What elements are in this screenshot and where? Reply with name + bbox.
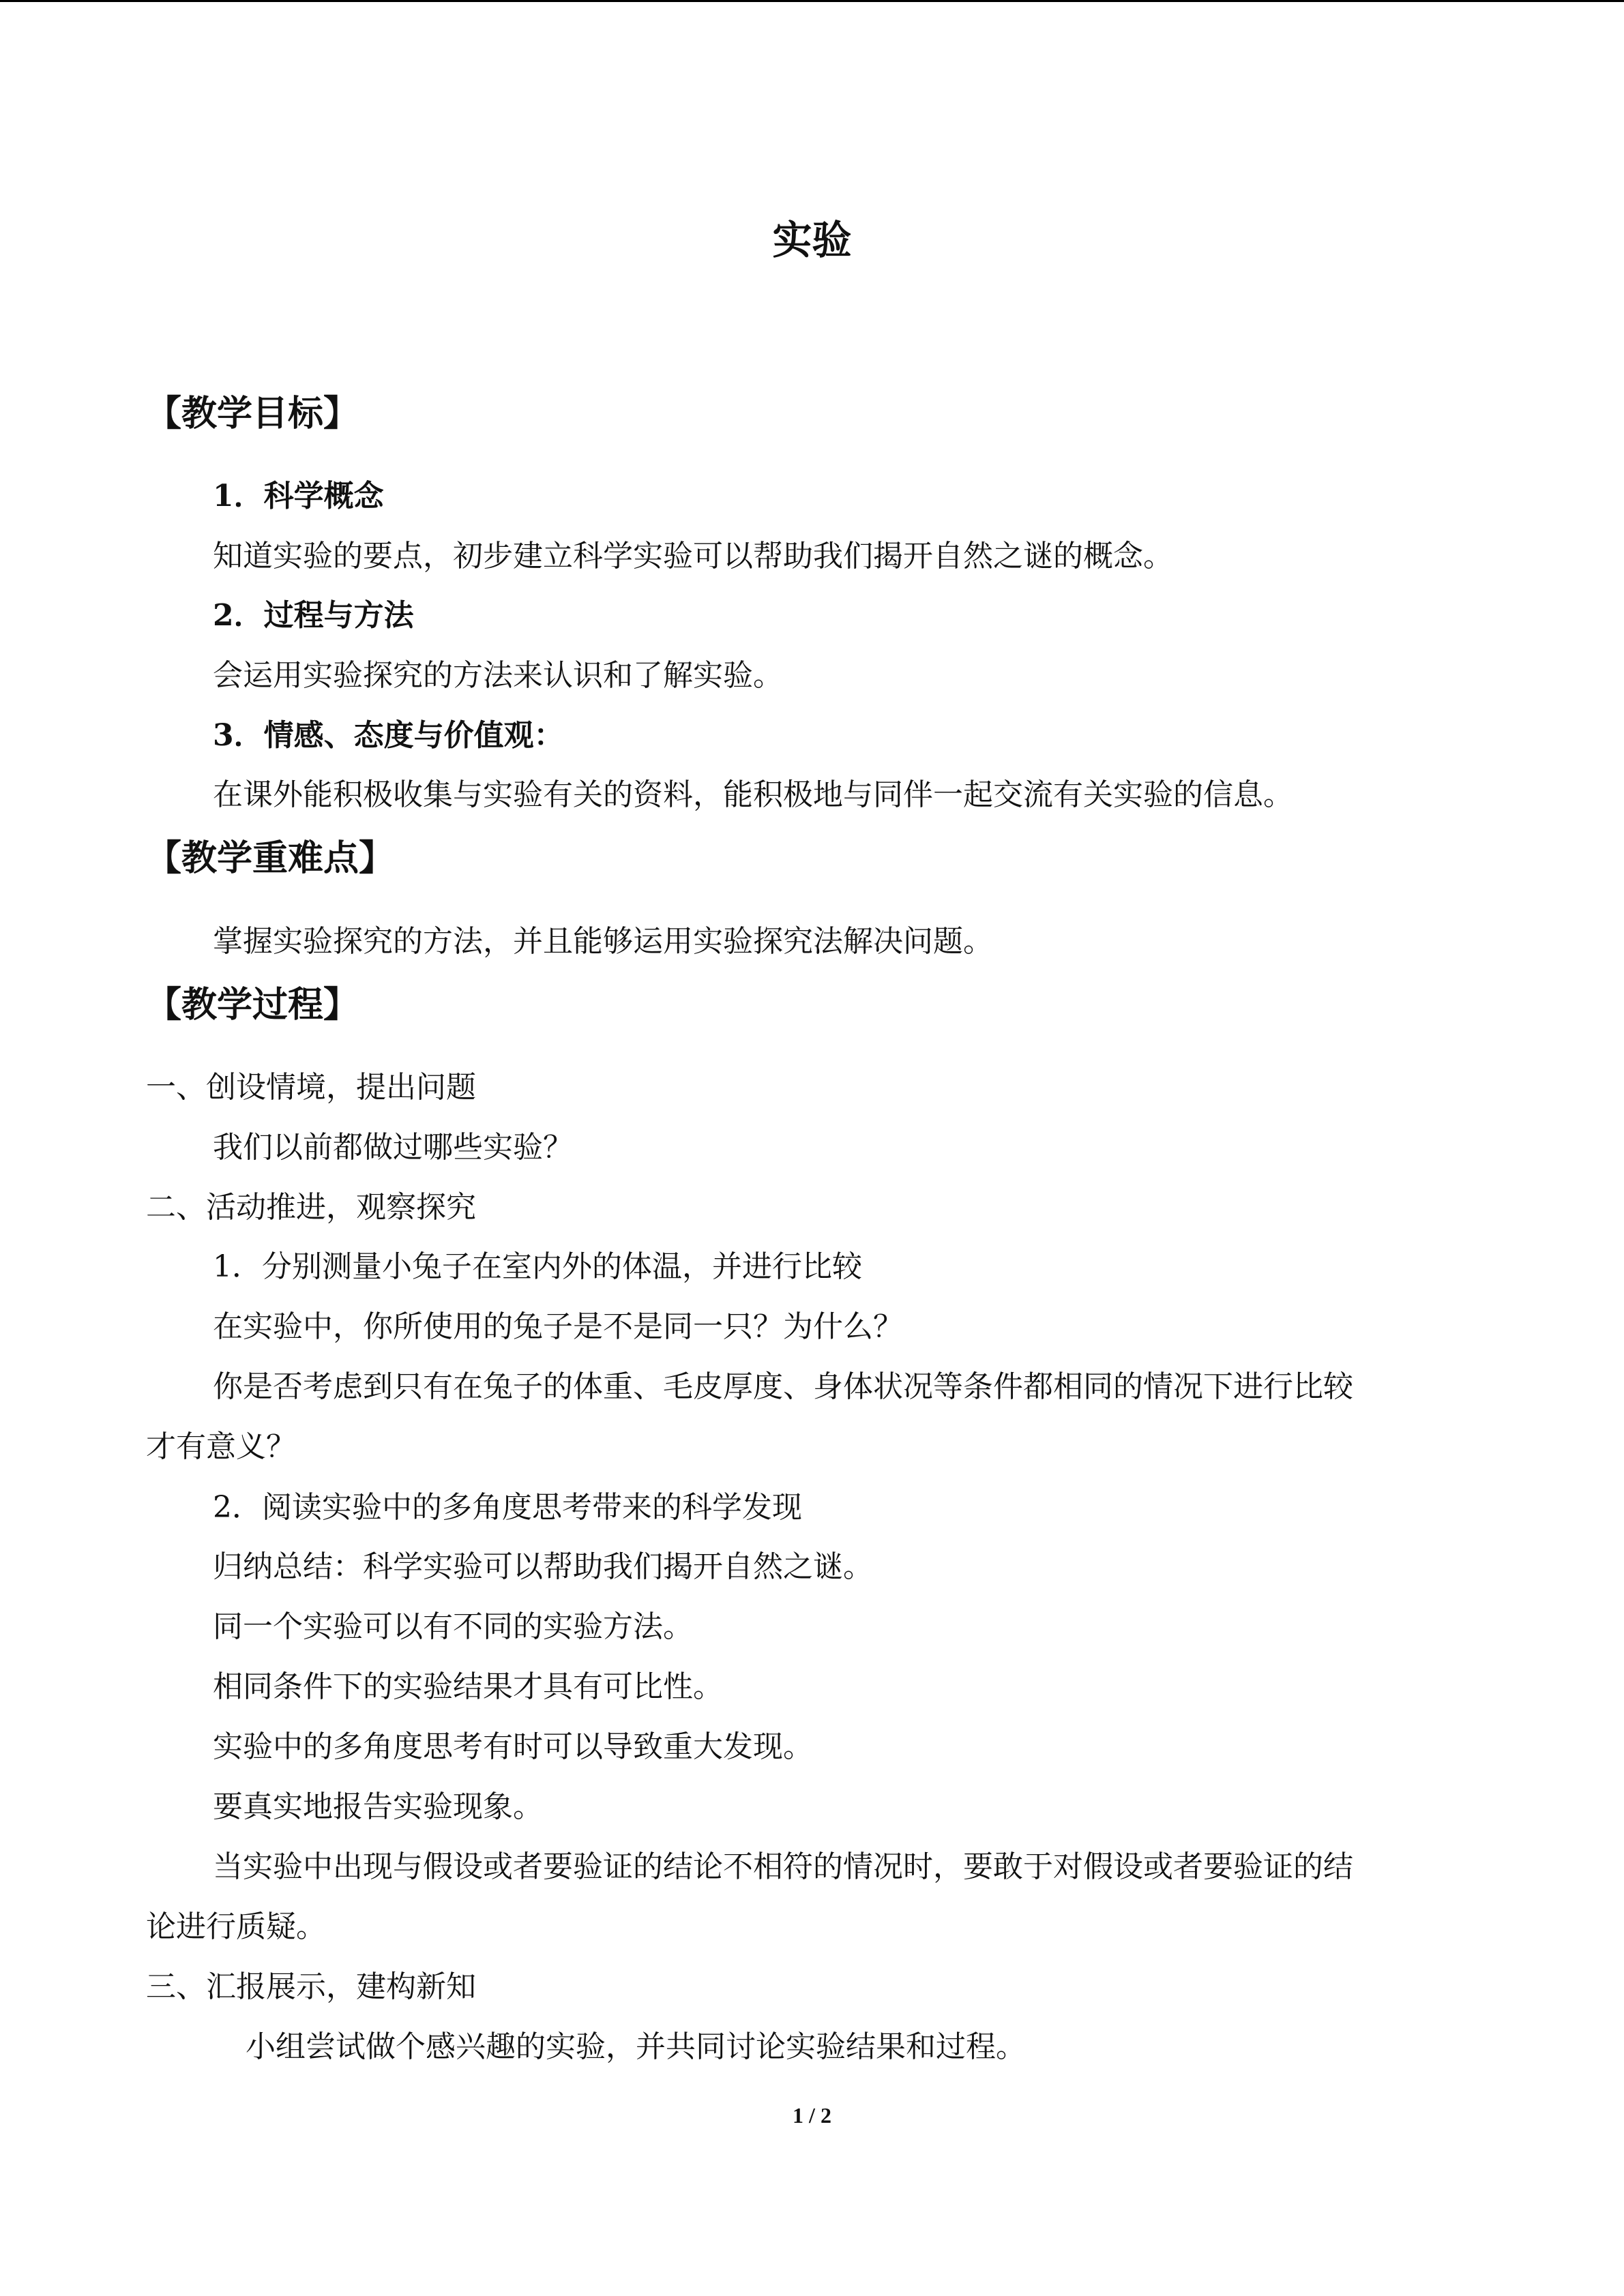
process-part-2-item-2: 2．阅读实验中的多角度思考带来的科学发现 — [213, 1490, 802, 1525]
process-part-1-text: 我们以前都做过哪些实验？ — [213, 1130, 573, 1165]
process-part-3-title: 三、汇报展示，建构新知 — [146, 1969, 476, 2004]
section-heading-process: 【教学过程】 — [146, 984, 359, 1026]
objective-1-text: 知道实验的要点，初步建立科学实验可以帮助我们揭开自然之谜的概念。 — [213, 539, 1173, 573]
process-part-2-title: 二、活动推进，观察探究 — [146, 1190, 476, 1225]
objective-1-title: 1．科学概念 — [213, 479, 384, 513]
key-points-text: 掌握实验探究的方法，并且能够运用实验探究法解决问题。 — [213, 924, 993, 959]
objective-2-title: 2．过程与方法 — [213, 598, 414, 633]
summary-line-3: 相同条件下的实验结果才具有可比性。 — [213, 1669, 723, 1704]
process-part-1-title: 一、创设情境，提出问题 — [146, 1070, 476, 1105]
section-heading-objectives: 【教学目标】 — [146, 393, 359, 434]
summary-line-1: 归纳总结：科学实验可以帮助我们揭开自然之谜。 — [213, 1549, 873, 1584]
top-border-rule — [0, 0, 1624, 2]
summary-line-4: 实验中的多角度思考有时可以导致重大发现。 — [213, 1729, 813, 1764]
section-heading-key-points: 【教学重难点】 — [146, 837, 395, 879]
process-part-3-text: 小组尝试做个感兴趣的实验，并共同讨论实验结果和过程。 — [246, 2029, 1026, 2064]
process-part-2-question-1: 在实验中，你所使用的兔子是不是同一只？为什么？ — [213, 1309, 903, 1344]
page-title: 实验 — [772, 217, 852, 263]
process-part-2-question-2-line-1: 你是否考虑到只有在兔子的体重、毛皮厚度、身体状况等条件都相同的情况下进行比较 — [213, 1369, 1353, 1404]
summary-line-2: 同一个实验可以有不同的实验方法。 — [213, 1609, 693, 1644]
objective-2-text: 会运用实验探究的方法来认识和了解实验。 — [213, 658, 783, 693]
objective-3-text: 在课外能积极收集与实验有关的资料，能积极地与同伴一起交流有关实验的信息。 — [213, 777, 1293, 812]
process-part-2-item-1: 1．分别测量小兔子在室内外的体温，并进行比较 — [213, 1249, 862, 1284]
page-number: 1 / 2 — [793, 2103, 831, 2128]
summary-line-6-part-1: 当实验中出现与假设或者要验证的结论不相符的情况时，要敢于对假设或者要验证的结 — [213, 1849, 1353, 1884]
process-part-2-question-2-line-2: 才有意义？ — [146, 1429, 296, 1464]
objective-3-title: 3．情感、态度与价值观： — [213, 718, 564, 753]
summary-line-6-part-2: 论进行质疑。 — [146, 1909, 326, 1944]
summary-line-5: 要真实地报告实验现象。 — [213, 1789, 543, 1824]
